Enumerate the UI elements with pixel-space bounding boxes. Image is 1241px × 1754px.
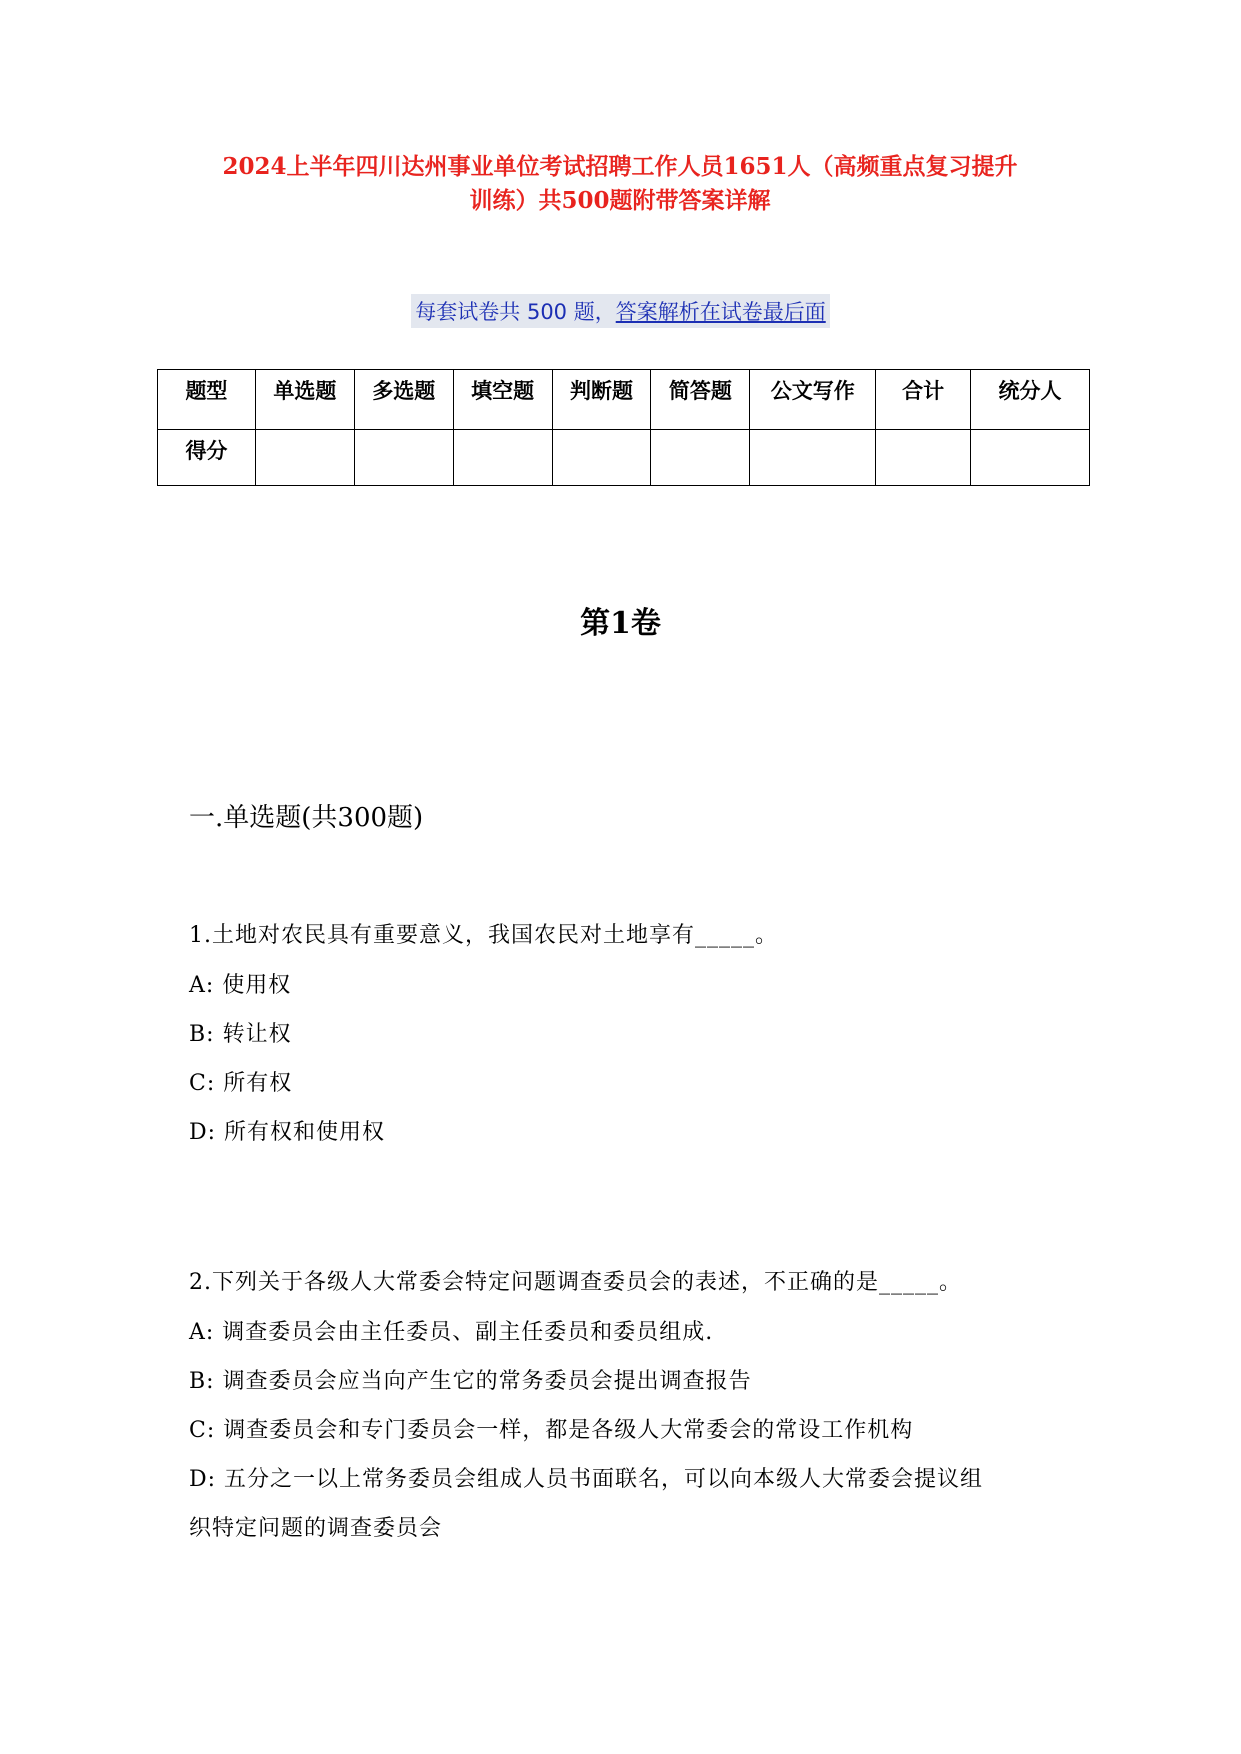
notice-text bbox=[411, 294, 829, 328]
notice-prefix: 每套试卷共 500 题， bbox=[415, 300, 616, 324]
question-2-option-b: B: 调查委员会应当向产生它的常务委员会提出调查报告 bbox=[189, 1369, 752, 1394]
score-cell bbox=[876, 430, 971, 486]
header-cell: 多选题 bbox=[354, 370, 453, 430]
question-2-stem: 2.下列关于各级人大常委会特定问题调查委员会的表述，不正确的是_____。 bbox=[189, 1270, 962, 1295]
document-title bbox=[150, 150, 1090, 218]
volume-title: 第1卷 bbox=[580, 606, 661, 641]
score-table-score-row bbox=[158, 430, 1090, 486]
score-table-header-row bbox=[158, 370, 1090, 430]
score-cell bbox=[552, 430, 651, 486]
header-cell: 合计 bbox=[876, 370, 971, 430]
question-2-option-a: A: 调查委员会由主任委员、副主任委员和委员组成. bbox=[189, 1320, 714, 1345]
header-cell: 题型 bbox=[158, 370, 256, 430]
answer-location-link[interactable]: 答案解析在试卷最后面 bbox=[615, 300, 826, 324]
score-cell bbox=[354, 430, 453, 486]
header-cell: 判断题 bbox=[552, 370, 651, 430]
question-1-option-a: A: 使用权 bbox=[189, 973, 292, 998]
score-cell bbox=[750, 430, 876, 486]
question-2-option-d: D: 五分之一以上常务委员会组成人员书面联名，可以向本级人大常委会提议组 bbox=[189, 1467, 984, 1492]
header-cell: 统分人 bbox=[971, 370, 1090, 430]
question-1-option-b: B: 转让权 bbox=[189, 1022, 292, 1047]
score-cell bbox=[255, 430, 354, 486]
question-2-option-d-continued: 织特定问题的调查委员会 bbox=[189, 1516, 443, 1541]
score-table bbox=[157, 369, 1090, 486]
header-cell: 简答题 bbox=[651, 370, 750, 430]
question-1-option-d: D: 所有权和使用权 bbox=[189, 1120, 386, 1145]
header-cell: 填空题 bbox=[453, 370, 552, 430]
score-cell bbox=[971, 430, 1090, 486]
score-row-label: 得分 bbox=[158, 430, 256, 486]
header-cell: 单选题 bbox=[255, 370, 354, 430]
score-cell bbox=[453, 430, 552, 486]
question-1-stem: 1.土地对农民具有重要意义，我国农民对土地享有_____。 bbox=[189, 923, 778, 948]
score-cell bbox=[651, 430, 750, 486]
question-1-option-c: C: 所有权 bbox=[189, 1071, 293, 1096]
section-title: 一.单选题(共300题) bbox=[189, 803, 424, 833]
question-2-option-c: C: 调查委员会和专门委员会一样，都是各级人大常委会的常设工作机构 bbox=[189, 1418, 914, 1443]
title-line-1: 2024上半年四川达州事业单位考试招聘工作人员1651人（高频重点复习提升 bbox=[222, 153, 1018, 180]
header-cell: 公文写作 bbox=[750, 370, 876, 430]
notice-banner bbox=[0, 294, 1241, 328]
title-line-2: 训练）共500题附带答案详解 bbox=[469, 187, 771, 214]
